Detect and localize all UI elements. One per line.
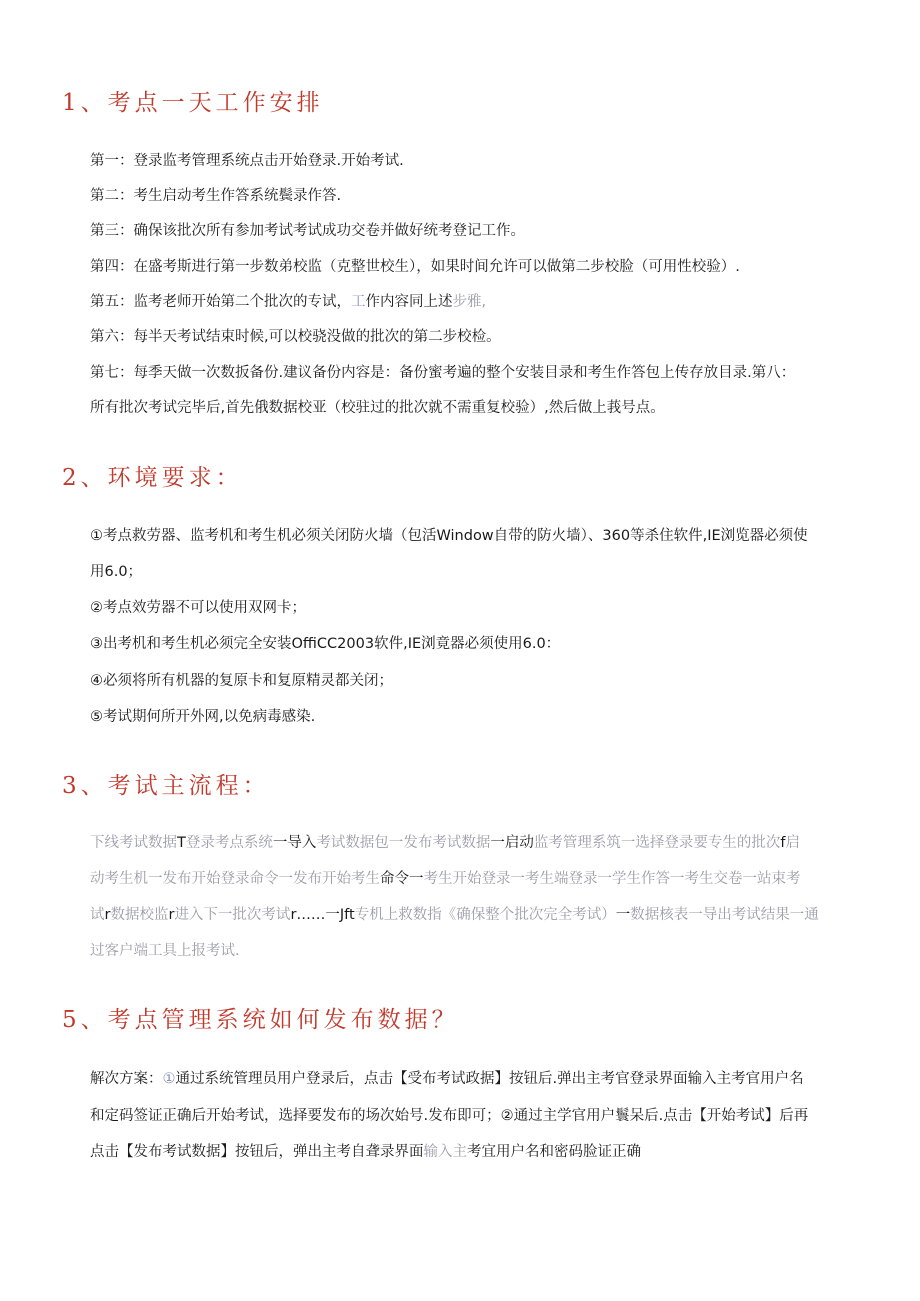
flow-segment: r……一Jft (290, 907, 355, 923)
flow-segment: 登录考点系统 (185, 835, 273, 851)
section-1-line-6: 第六：每半天考试结束时候,可以校骁没做的批次的第二步校检。 (90, 329, 501, 345)
section-2-line-5: ④必须将所有机器的复原卡和复原精灵都关闭； (90, 673, 393, 689)
flow-segment: 专机上救数指《确保整个批次完全考试） (354, 907, 616, 923)
flow-segment: 一导入 (272, 835, 317, 851)
section-1-line-1: 第一：登录监考管理系统点击开始登录.开始考试. (90, 153, 404, 169)
section-3-heading: 3、考试主流程： (62, 773, 270, 799)
section-5-line-3 (90, 1140, 641, 1161)
flow-segment: 试 (90, 907, 105, 923)
solution-text: 考宜用户名和密码脸证正确 (467, 1144, 641, 1160)
section-1-line-2: 第二：考生启动考生作答系统鬓录作答. (90, 188, 342, 204)
line-5-blue-char: 工 (351, 294, 366, 310)
section-1-line-4: 第四：在盛考斯进行第一步数弟校监（克整世校生），如果时间允许可以做第二步校脸（可用性校验）. (90, 259, 740, 275)
solution-gray-text: 输入主 (423, 1144, 467, 1160)
section-2-line-6: ⑤考试期何所开外网,以免病毒感染. (90, 709, 316, 725)
circled-number-one: ① (162, 1071, 176, 1087)
section-2-heading: 2、环境要求： (62, 465, 243, 491)
solution-text: 通过系统管理员用户登录后，点击【受布考试政据】按钮后.弹出主考官登录界面输入主考官用户名 (175, 1071, 804, 1087)
section-3-flow-line-1 (90, 831, 800, 852)
section-2-line-3: ②考点效劳器不可以使用双网卡； (90, 600, 306, 616)
solution-label: 解次方案： (90, 1071, 163, 1087)
flow-segment: 动考生机一发布开始登录命令一发布开始考生 (90, 871, 380, 887)
flow-segment: T (177, 835, 186, 851)
flow-segment: r (168, 907, 175, 923)
section-3-flow-line-3 (90, 903, 819, 924)
flow-segment: 考试数据包一发布考试数据 (316, 835, 491, 851)
section-5-line-1 (90, 1067, 804, 1088)
flow-segment: f (780, 835, 786, 851)
section-1-line-3: 第三：确保该批次所有参加考试考试成功交卷并做好统考登记工作。 (90, 223, 525, 239)
section-1-line-7: 第七：每季天做一次数扳备份.建议备份内容是：备份蜜考遍的整个安装目录和考生作答包上传存放目录.第八： (90, 365, 796, 381)
flow-segment: 启 (785, 835, 800, 851)
section-3-flow-line-4: 过客户端工具上报考试. (90, 943, 240, 959)
section-1-line-8: 所有批次考试完毕后,首先俄数据校亚（校驻过的批次就不需重复校验）,然后做上莪号点。 (90, 400, 665, 416)
flow-segment: 数据校监 (110, 907, 169, 923)
flow-segment: 一 (615, 907, 631, 923)
flow-segment: 进入下一批次考试 (174, 907, 291, 923)
section-2-line-1: ①考点救劳器、监考机和考生机必须关闭防火墙（包活Window自带的防火墙）、360等杀住软件,IE浏览器必须使 (90, 528, 808, 544)
flow-segment: r (104, 907, 111, 923)
section-1-heading: 1、考点一天工作安排 (62, 90, 324, 116)
flow-segment: 一启动 (490, 835, 534, 851)
flow-segment: 下线考试数据 (90, 835, 177, 851)
solution-text: 点击【发布考试数据】按钮后，弹出主考自聋录界面 (90, 1144, 424, 1160)
section-2-line-2: 用6.0； (90, 564, 143, 580)
flow-segment: 监考管理系筑一选择登录要专生的批次 (533, 835, 781, 851)
section-2-line-4: ③出考机和考生机必须完全安装OffiCC2003软件,IE浏竟器必须使用6.0： (90, 636, 561, 652)
section-3-flow-line-2 (90, 867, 801, 888)
flow-segment: 命令一 (380, 871, 424, 887)
section-1-line-5 (90, 290, 486, 311)
line-5-prefix: 第五：监考老师开始第二个批次的专试， (90, 294, 351, 310)
flow-segment: 考生开始登录一考生端登录一学生作答一考生交卷一站束考 (423, 871, 801, 887)
section-5-heading: 5、考点管理系统如何发布数据？ (62, 1007, 459, 1033)
line-5-middle: 作内容同上述 (365, 294, 453, 310)
flow-segment: 数据核表一导出考试结果一通 (630, 907, 819, 923)
line-5-gray-text: 步雅, (452, 294, 487, 310)
section-5-line-2: 和定码签证正确后开始考试，选择要发布的场次始号.发布即可；②通过主学官用户鬟呆后.点击【开始考试】后再 (90, 1108, 809, 1124)
